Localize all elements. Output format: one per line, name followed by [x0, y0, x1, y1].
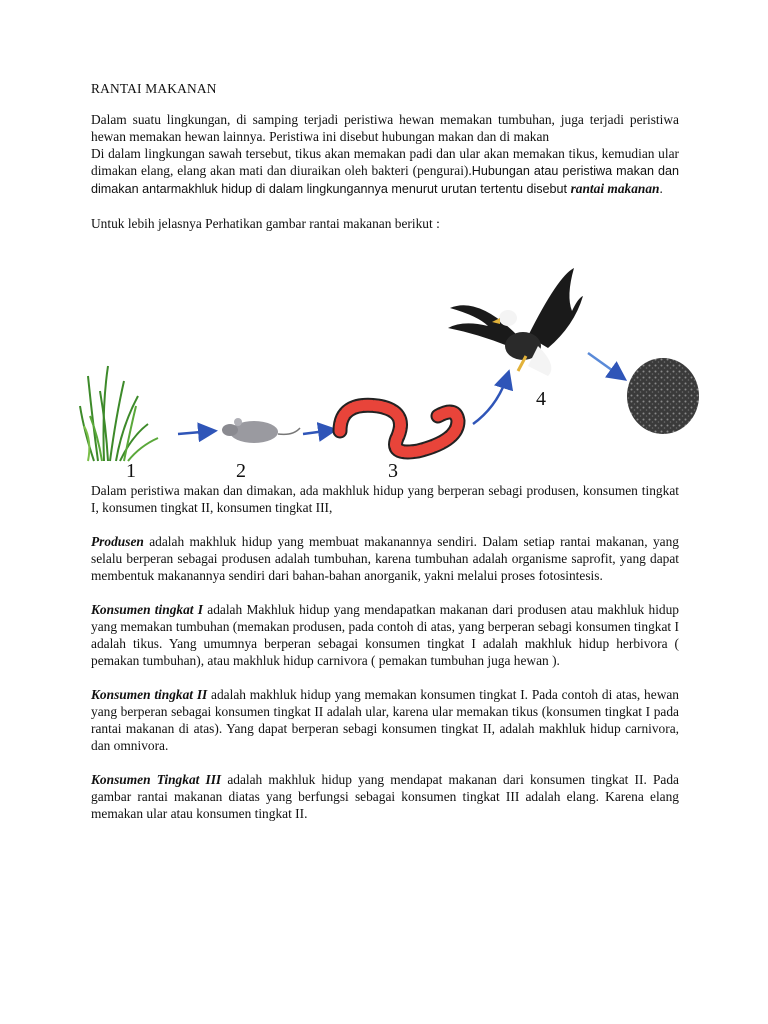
food-chain-figure: [78, 256, 718, 488]
text-produsen: adalah makhluk hidup yang membuat makanannya sendiri. Dalam setiap rantai makanan, yang selalu berperan sebagai produsen adalah tumbuhan, karena tumbuhan adalah organisme saprofit, yang dapat membentuk makanannya sendiri dari bahan-bahan anorganik, yakni melalui proses fotosintesis.: [91, 534, 679, 583]
text-konsumen-1: adalah Makhluk hidup yang mendapatkan makanan dari produsen atau makhluk hidup yang memakan tumbuhan (memakan produsen, pada contoh di atas, yang berperan sebagi konsumen tingkat I adalah tikus. Yang umumnya berperan sebagai konsumen tingkat I adalah makhluk hidup herbivora ( pemakan tumbuhan), atau makhluk hidup carnivora ( pemakan tumbuhan juga hewan ).: [91, 602, 679, 668]
intro-p2-a: Di dalam lingkungan sawah tersebut, tikus akan memakan padi dan ular akan memakan tikus, kemudian ular dimakan elang, elang akan mati dan diuraikan oleh bakteri (pengurai).: [91, 146, 679, 178]
text-konsumen-3: adalah makhluk hidup yang mendapat makanan dari konsumen tingkat II. Pada gambar rantai makanan diatas yang berfungsi sebagai konsumen tingkat III adalah elang. Karena elang memakan ular atau konsumen tingkat II.: [91, 772, 679, 821]
intro-paragraph-2: [91, 145, 679, 198]
section-konsumen-3: [91, 771, 679, 822]
intro-p2-end: .: [659, 181, 663, 196]
intro-paragraph-1: [91, 111, 679, 145]
section-konsumen-1: [91, 601, 679, 669]
section-produsen: [91, 533, 679, 584]
label-3: 3: [388, 460, 398, 482]
intro-p1: Dalam suatu lingkungan, di samping terjadi peristiwa hewan memakan tumbuhan, juga terjadi peristiwa hewan memakan hewan lainnya. Peristiwa ini disebut hubungan makan dan di makan: [91, 112, 679, 144]
term-konsumen-2: Konsumen tingkat II: [91, 687, 208, 702]
figure-intro: Untuk lebih jelasnya Perhatikan gambar rantai makanan berikut :: [91, 216, 440, 231]
eagle-icon: [448, 268, 583, 376]
decomposer-icon: [627, 358, 699, 434]
label-4: 4: [536, 388, 546, 410]
intro-p2-b: Hubungan atau peristiwa makan dan dimakan antarmakhluk hidup di dalam lingkungannya menurut urutan tertentu disebut: [91, 164, 680, 196]
arrow-4-5: [588, 353, 623, 378]
snake-icon: [340, 405, 458, 452]
arrow-2-3: [303, 430, 333, 434]
text-konsumen-2: adalah makhluk hidup yang memakan konsumen tingkat I. Pada contoh di atas, hewan yang berperan sebagai konsumen tingkat II adalah ular, karena ular memakan tikus (konsumen tingkat I pada rantai makanan di atas). Yang dapat berperan sebagi konsumen tingkat II, adalah makhluk hidup carnivora, dan omnivora.: [91, 687, 679, 753]
arrow-1-2: [178, 431, 213, 434]
grass-icon: [80, 366, 158, 461]
term-konsumen-1: Konsumen tingkat I: [91, 602, 203, 617]
mouse-icon: [222, 418, 300, 443]
term-konsumen-3: Konsumen Tingkat III: [91, 772, 222, 787]
roles-intro: Dalam peristiwa makan dan dimakan, ada makhluk hidup yang berperan sebagi produsen, konsumen tingkat I, konsumen tingkat II, konsumen tingkat III,: [91, 483, 679, 515]
section-konsumen-2: [91, 686, 679, 754]
rantai-makanan-term: rantai makanan: [570, 181, 660, 196]
label-1: 1: [126, 460, 136, 482]
label-2: 2: [236, 460, 246, 482]
arrow-3-4: [473, 374, 508, 424]
page-title: RANTAI MAKANAN: [91, 81, 217, 96]
term-produsen: Produsen: [91, 534, 144, 549]
